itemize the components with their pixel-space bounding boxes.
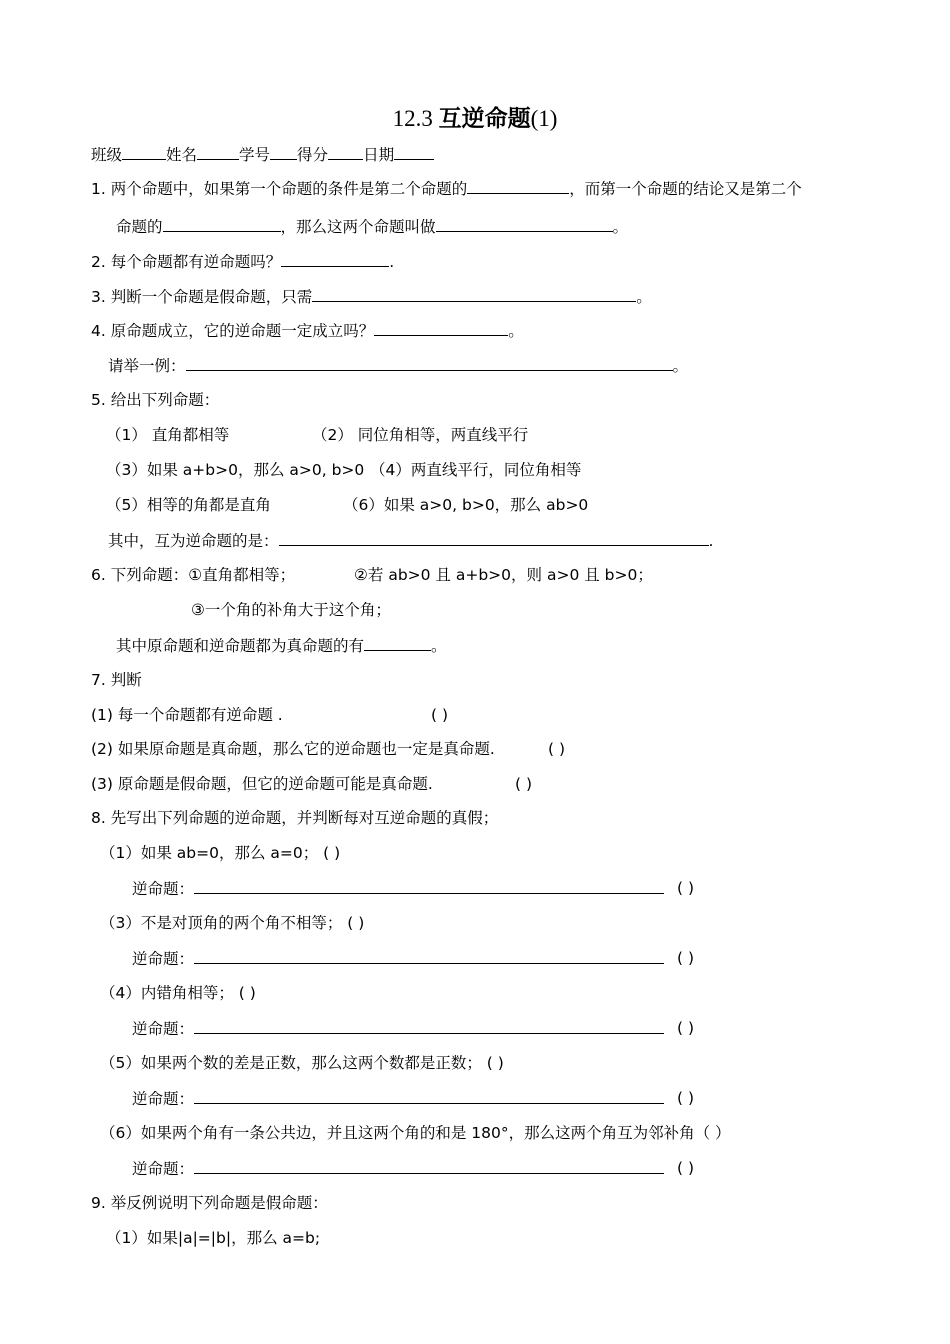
q2: 2. 每个命题都有逆命题吗？ . xyxy=(91,253,395,271)
q8-blank2[interactable] xyxy=(194,948,664,964)
q8-inverse3: 逆命题： xyxy=(132,1018,664,1039)
q7-paren2[interactable]: ( ) xyxy=(548,740,566,758)
q8-inverse4: 逆命题： xyxy=(132,1088,664,1109)
q1-line2: 命题的 ，那么这两个命题叫做 。 xyxy=(116,218,629,236)
id-blank[interactable] xyxy=(270,144,297,160)
q6-b: ②若 ab>0 且 a+b>0，则 a>0 且 b>0； xyxy=(354,566,653,584)
q8-paren1[interactable]: ( ) xyxy=(677,879,695,897)
q8-paren4[interactable]: ( ) xyxy=(677,1089,695,1107)
header-line: 班级 姓名 学号 得分 日期 xyxy=(91,144,434,165)
q7-paren3[interactable]: ( ) xyxy=(515,775,533,793)
q8-paren2[interactable]: ( ) xyxy=(677,949,695,967)
q1-blank1[interactable] xyxy=(467,178,569,194)
page-title: 12.3 互逆命题(1) xyxy=(392,106,558,132)
q1-blank3[interactable] xyxy=(436,216,613,232)
q7-i1: (1) 每一个命题都有逆命题 . xyxy=(91,706,283,724)
q5-p1: （1） 直角都相等 xyxy=(106,426,230,444)
q8-paren5[interactable]: ( ) xyxy=(677,1159,695,1177)
q8-inverse1: 逆命题： xyxy=(132,878,664,899)
class-blank[interactable] xyxy=(122,144,166,160)
q6-d: 其中原命题和逆命题都为真命题的有 。 xyxy=(116,637,447,655)
q9-head: 9. 举反例说明下列命题是假命题： xyxy=(91,1194,328,1212)
q5-p4: （4）两直线平行，同位角相等 xyxy=(370,461,582,479)
q1-line1: 1. 两个命题中，如果第一个命题的条件是第二个命题的 ，而第一个命题的结论又是第二个 xyxy=(91,180,802,198)
q5-ask: 其中，互为逆命题的是： . xyxy=(108,532,714,550)
q5-p3: （3）如果 a+b>0，那么 a>0, b>0 xyxy=(106,461,365,479)
q8-inverse5: 逆命题： xyxy=(132,1158,664,1179)
q8-paren3[interactable]: ( ) xyxy=(677,1019,695,1037)
q3-blank[interactable] xyxy=(312,286,636,302)
q7-i2: (2) 如果原命题是真命题，那么它的逆命题也一定是真命题. xyxy=(91,740,495,758)
q2-blank[interactable] xyxy=(281,251,389,267)
q4-blank1[interactable] xyxy=(374,320,508,336)
date-blank[interactable] xyxy=(394,144,434,160)
q8-item4: （5）如果两个数的差是正数，那么这两个数都是正数； ( ) xyxy=(100,1054,504,1072)
q8-item5: （6）如果两个角有一条公共边，并且这两个角的和是 180°，那么这两个角互为邻补角（ ） xyxy=(100,1124,731,1142)
q8-item3: （4）内错角相等； ( ) xyxy=(100,984,256,1002)
q7-paren1[interactable]: ( ) xyxy=(431,706,449,724)
score-blank[interactable] xyxy=(328,144,363,160)
q4-line2: 请举一例： 。 xyxy=(108,357,689,375)
q5-p5: （5）相等的角都是直角 xyxy=(106,496,271,514)
q3: 3. 判断一个命题是假命题，只需 。 xyxy=(91,288,652,306)
q5-p6: （6）如果 a>0, b>0，那么 ab>0 xyxy=(343,496,589,514)
q7-head: 7. 判断 xyxy=(91,671,142,689)
q6-a: 6. 下列命题：①直角都相等； xyxy=(91,566,296,584)
q4-blank2[interactable] xyxy=(186,355,673,371)
q4-line1: 4. 原命题成立，它的逆命题一定成立吗？ 。 xyxy=(91,322,524,340)
q8-blank1[interactable] xyxy=(194,878,664,894)
q8-blank5[interactable] xyxy=(194,1158,664,1174)
q6-blank[interactable] xyxy=(364,635,431,651)
q8-inverse2: 逆命题： xyxy=(132,948,664,969)
q5-head: 5. 给出下列命题： xyxy=(91,391,220,409)
q9-i1: （1）如果|a|=|b|，那么 a=b; xyxy=(106,1229,321,1247)
q8-blank3[interactable] xyxy=(194,1018,664,1034)
q8-blank4[interactable] xyxy=(194,1088,664,1104)
q5-blank[interactable] xyxy=(279,530,709,546)
q1-blank2[interactable] xyxy=(163,216,281,232)
q7-i3: (3) 原命题是假命题，但它的逆命题可能是真命题. xyxy=(91,775,433,793)
q8-item2: （3）不是对顶角的两个角不相等； ( ) xyxy=(100,914,365,932)
q6-c: ③一个角的补角大于这个角； xyxy=(191,601,391,619)
q8-item1: （1）如果 ab=0，那么 a=0； ( ) xyxy=(100,844,341,862)
name-blank[interactable] xyxy=(197,144,239,160)
q8-head: 8. 先写出下列命题的逆命题，并判断每对互逆命题的真假； xyxy=(91,809,499,827)
q5-p2: （2） 同位角相等，两直线平行 xyxy=(312,426,529,444)
